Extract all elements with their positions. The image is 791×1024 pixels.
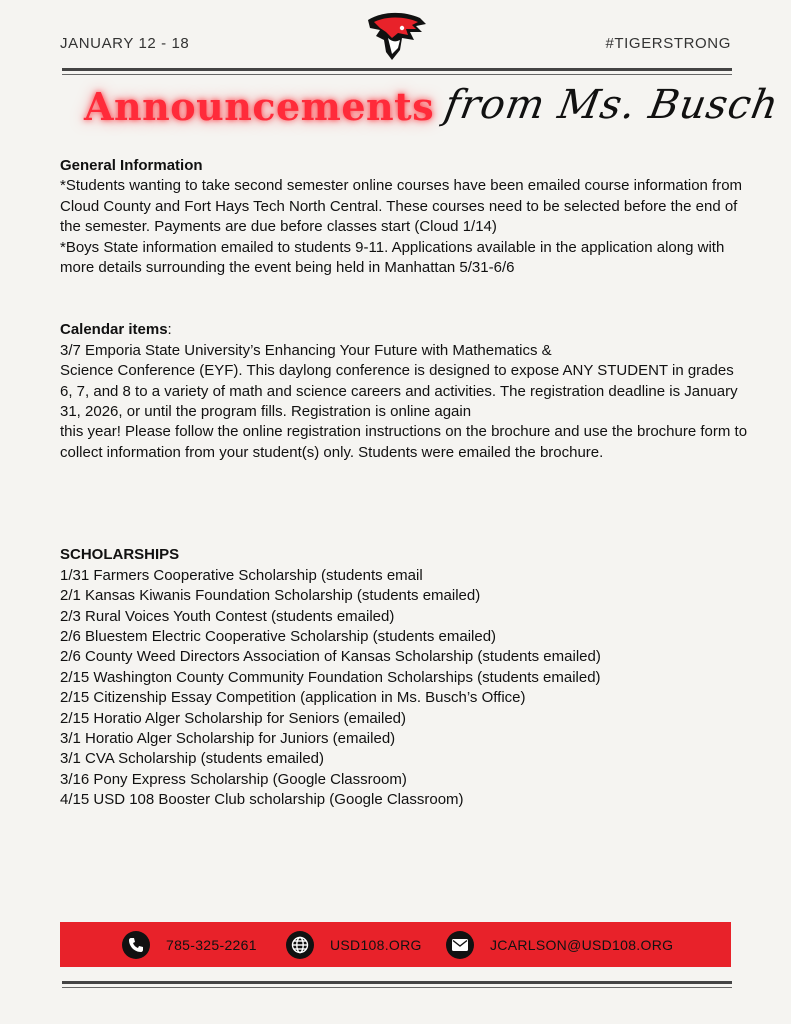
calendar-heading-line — [60, 320, 750, 340]
date-range: JANUARY 12 - 18 — [60, 35, 190, 52]
header-divider-thin — [62, 74, 732, 75]
website-link[interactable]: USD108.ORG — [330, 937, 422, 953]
tiger-head-logo — [362, 10, 428, 64]
scholarship-item: 2/1 Kansas Kiwanis Foundation Scholarship (students emailed) — [60, 587, 481, 605]
calendar-items-heading: Calendar items — [60, 321, 168, 339]
scholarship-item: 3/1 CVA Scholarship (students emailed) — [60, 750, 325, 768]
phone-number[interactable]: 785-325-2261 — [166, 937, 257, 953]
phone-icon — [122, 931, 150, 959]
scholarship-item: 2/15 Horatio Alger Scholarship for Seniors (emailed) — [60, 709, 407, 727]
announcement-body — [60, 156, 750, 811]
scholarship-item: 2/6 Bluestem Electric Cooperative Scholarship (students emailed) — [60, 627, 497, 645]
announcements-title: Announcements — [84, 84, 435, 129]
scholarship-item: 3/16 Pony Express Scholarship (Google Classroom) — [60, 770, 407, 788]
mail-icon — [446, 931, 474, 959]
scholarships-heading: SCHOLARSHIPS — [60, 546, 180, 564]
scholarship-item: 3/1 Horatio Alger Scholarship for Juniors (emailed) — [60, 729, 396, 747]
general-paragraph: *Students wanting to take second semester online courses have been emailed course information from Cloud County and Fort Hays Tech North Central. These courses need to be selected before the end of the semester. Payments are due before classes start (Cloud 1/14) — [60, 177, 743, 236]
header-divider — [62, 68, 732, 71]
website-contact[interactable] — [286, 931, 422, 959]
calendar-heading-colon: : — [167, 321, 172, 339]
footer-divider-thin — [62, 987, 732, 988]
contact-footer — [60, 922, 731, 967]
calendar-line: 3/7 Emporia State University’s Enhancing Your Future with Mathematics & — [60, 341, 552, 359]
calendar-line: Science Conference (EYF). This daylong conference is designed to expose ANY STUDENT in grades 6, 7, and 8 to a variety of math and science careers and activities. The registration deadline is January 31, 2026, or until the program fills. Registration is online again — [60, 362, 738, 421]
scholarship-item: 1/31 Farmers Cooperative Scholarship (students email — [60, 566, 423, 584]
from-ms-busch-script: from Ms. Busch — [440, 82, 783, 128]
calendar-line: collect information from your student(s) only. Students were emailed the brochure. — [60, 443, 604, 461]
scholarship-item: 2/6 County Weed Directors Association of Kansas Scholarship (students emailed) — [60, 648, 601, 666]
email-contact[interactable] — [446, 931, 673, 959]
general-information-heading: General Information — [60, 157, 203, 174]
calendar-line: this year! Please follow the online registration instructions on the brochure and use the brochure form to — [60, 423, 748, 441]
scholarship-item: 2/15 Washington County Community Foundation Scholarships (students emailed) — [60, 668, 601, 686]
general-paragraph: *Boys State information emailed to students 9-11. Applications available in the application along with more details surrounding the event being held in Manhattan 5/31-6/6 — [60, 238, 725, 277]
scholarship-item: 4/15 USD 108 Booster Club scholarship (Google Classroom) — [60, 791, 464, 809]
hashtag: #TIGERSTRONG — [605, 35, 731, 52]
scholarship-item: 2/3 Rural Voices Youth Contest (students emailed) — [60, 607, 395, 625]
email-link[interactable]: JCARLSON@USD108.ORG — [490, 937, 674, 953]
globe-icon — [286, 931, 314, 959]
scholarship-item: 2/15 Citizenship Essay Competition (application in Ms. Busch’s Office) — [60, 689, 526, 707]
footer-divider — [62, 981, 732, 984]
phone-contact[interactable] — [122, 931, 257, 959]
